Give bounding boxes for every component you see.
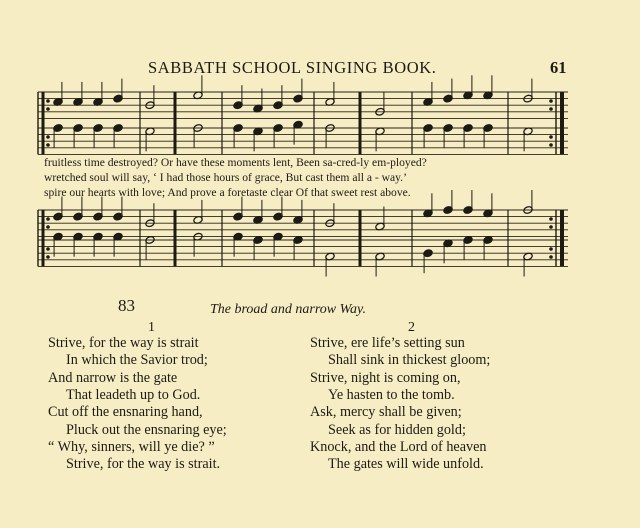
repeat-dot — [549, 143, 553, 147]
stanza-number: 1 — [148, 320, 155, 335]
repeat-dot — [46, 143, 50, 147]
verse-line: Shall sink in thickest gloom; — [328, 352, 491, 369]
verse-line: “ Why, sinners, will ye die? ” — [48, 438, 215, 455]
staff-system-top — [38, 75, 568, 154]
page-number: 61 — [550, 58, 567, 77]
hymn-title: The broad and narrow Way. — [210, 302, 366, 317]
repeat-dot — [46, 255, 50, 259]
verse-line: In which the Savior trod; — [66, 352, 208, 369]
hymn-number: 83 — [118, 296, 135, 315]
repeat-dot — [549, 99, 553, 103]
repeat-dot — [549, 255, 553, 259]
lyric-line-2: wretched soul will say, ‘ I had those hours of grace, But cast them all a - way.’ — [44, 171, 407, 184]
verse-line: Knock, and the Lord of heaven — [310, 438, 487, 455]
repeat-dot — [46, 135, 50, 139]
verse-line: Strive, for the way is strait — [48, 335, 199, 351]
verse-line: Cut off the ensnaring hand, — [48, 404, 203, 421]
verse-line: Pluck out the ensnaring eye; — [66, 421, 227, 438]
verse-line: The gates will wide unfold. — [328, 456, 484, 473]
stanza-number: 2 — [408, 320, 415, 335]
repeat-dot — [46, 247, 50, 251]
repeat-dot — [46, 217, 50, 221]
repeat-dot — [549, 225, 553, 229]
repeat-dot — [549, 247, 553, 251]
lyric-line-1: fruitless time destroyed? Or have these moments lent, Been sa-cred-ly em-ployed? — [44, 156, 427, 169]
verse-line: Ask, mercy shall be given; — [310, 404, 462, 421]
staff-system-bottom — [38, 190, 568, 277]
verse-line: That leadeth up to God. — [66, 386, 201, 403]
verse-line: Ye hasten to the tomb. — [328, 386, 455, 403]
verse-line: Strive, ere life’s setting sun — [310, 335, 465, 351]
repeat-dot — [46, 99, 50, 103]
lyric-line-3: spire our hearts with love; And prove a foretaste clear Of that sweet rest above. — [44, 186, 411, 199]
verse-line: And narrow is the gate — [48, 369, 178, 386]
verse-line: Strive, for the way is strait. — [66, 456, 221, 473]
repeat-dot — [549, 135, 553, 139]
repeat-dot — [549, 107, 553, 111]
verse-line: Strive, night is coming on, — [310, 369, 461, 386]
repeat-dot — [46, 225, 50, 229]
repeat-dot — [549, 217, 553, 221]
repeat-dot — [46, 107, 50, 111]
running-header: SABBATH SCHOOL SINGING BOOK. — [148, 58, 437, 77]
verse-line: Seek as for hidden gold; — [328, 421, 466, 438]
